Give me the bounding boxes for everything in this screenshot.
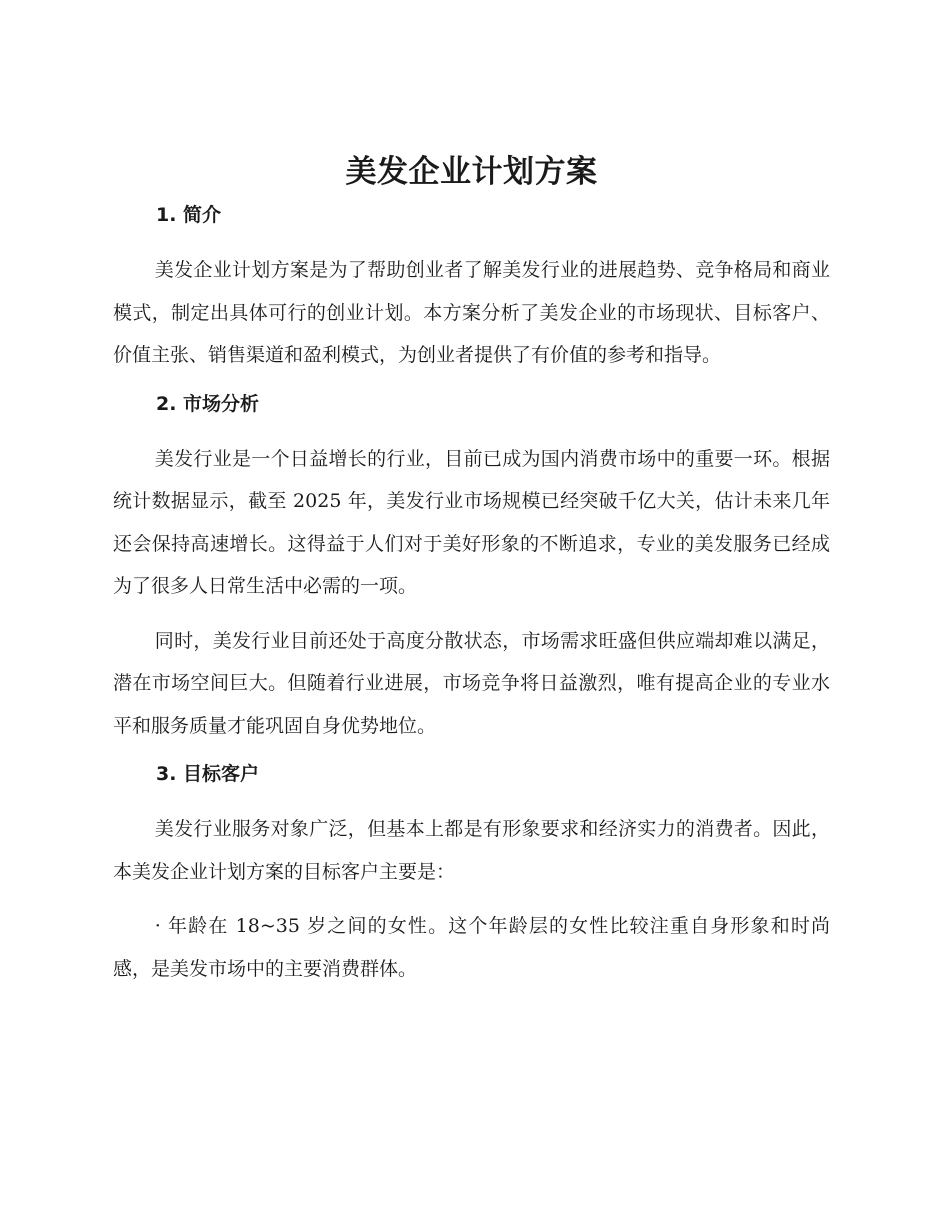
paragraph: 美发行业服务对象广泛，但基本上都是有形象要求和经济实力的消费者。因此，本美发企业计划方案的目标客户主要是： bbox=[113, 818, 830, 883]
bullet-item: · 年龄在 18~35 岁之间的女性。这个年龄层的女性比较注重自身形象和时尚感，是美发市场中的主要消费群体。 bbox=[113, 915, 830, 980]
section-heading: 3. 目标客户 bbox=[156, 763, 260, 785]
section-market-analysis bbox=[113, 389, 830, 748]
paragraph: 美发企业计划方案是为了帮助创业者了解美发行业的进展趋势、竞争格局和商业模式，制定出具体可行的创业计划。本方案分析了美发企业的市场现状、目标客户、价值主张、销售渠道和盈利模式，为创业者提供了有价值的参考和指导。 bbox=[113, 259, 830, 366]
section-heading: 1. 简介 bbox=[156, 204, 222, 226]
section-heading: 2. 市场分析 bbox=[156, 392, 260, 415]
document-page bbox=[113, 148, 830, 990]
section-introduction bbox=[113, 200, 830, 377]
paragraph: 美发行业是一个日益增长的行业，目前已成为国内消费市场中的重要一环。根据统计数据显示，截至 2025 年，美发行业市场规模已经突破千亿大关，估计未来几年还会保持高速增长。这得益于人们对于美好形象的不断追求，专业的美发服务已经成为了很多人日常生活中必需的一项。 bbox=[113, 447, 830, 597]
document-title: 美发企业计划方案 bbox=[345, 154, 598, 190]
paragraph: 同时，美发行业目前还处于高度分散状态，市场需求旺盛但供应端却难以满足，潜在市场空间巨大。但随着行业进展，市场竞争将日益激烈，唯有提高企业的专业水平和服务质量才能巩固自身优势地位。 bbox=[113, 629, 830, 737]
section-target-customers bbox=[113, 759, 830, 990]
